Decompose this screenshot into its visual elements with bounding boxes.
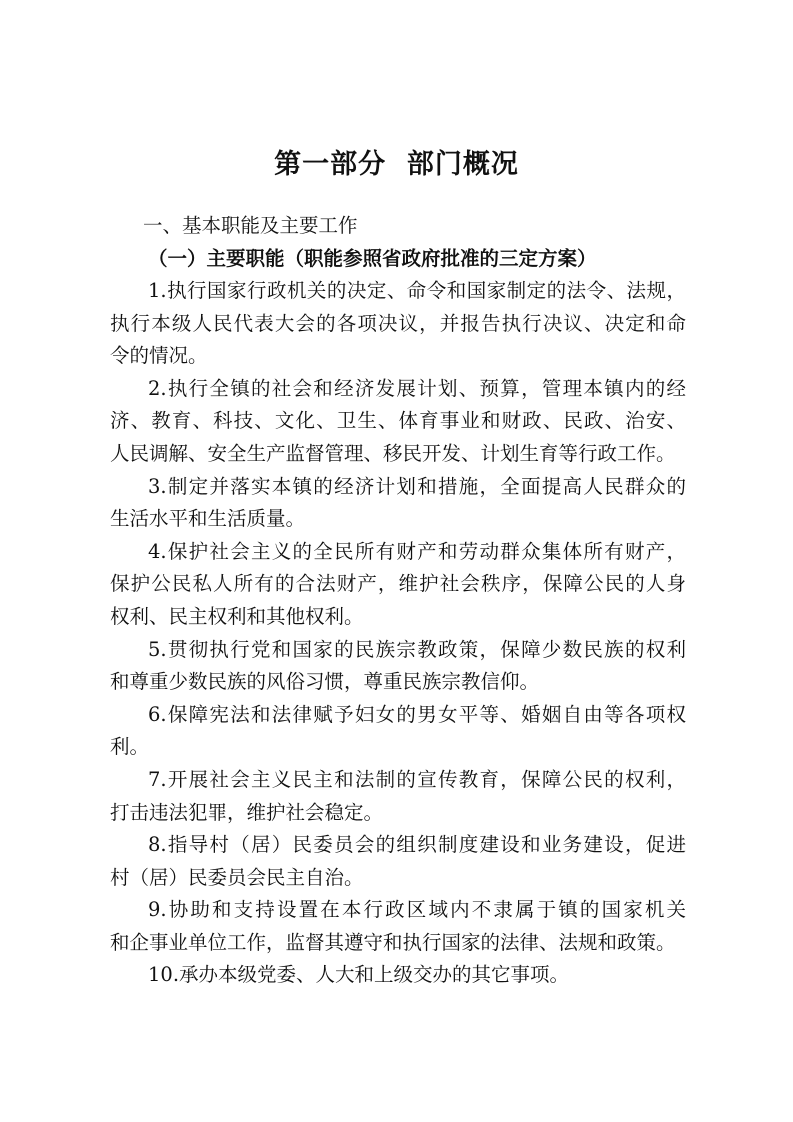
paragraph	[110, 829, 686, 894]
paragraph-line: 村（居）民委员会民主自治。	[110, 865, 364, 889]
paragraph-line: 令的情况。	[110, 344, 208, 368]
paragraph-line: 济、教育、科技、文化、卫生、体育事业和财政、民政、治安、	[110, 409, 686, 433]
paragraph-line: 1.执行国家行政机关的决定、命令和国家制定的法令、法规，	[148, 279, 686, 302]
paragraph	[110, 634, 686, 699]
paragraph-line: 保护公民私人所有的合法财产，维护社会秩序，保障公民的人身	[110, 572, 686, 596]
paragraph-line: 利。	[110, 735, 150, 759]
paragraph	[110, 275, 686, 373]
paragraph-line: 5.贯彻执行党和国家的民族宗教政策，保障少数民族的权利	[148, 637, 686, 661]
page-title: 第一部分 部门概况	[274, 149, 519, 180]
document-body	[110, 275, 686, 992]
paragraph	[110, 699, 686, 764]
paragraph	[110, 471, 686, 536]
paragraph-line: 打击违法犯罪，维护社会稳定。	[110, 800, 384, 824]
paragraph-line: 7.开展社会主义民主和法制的宣传教育，保障公民的权利，	[148, 767, 686, 791]
paragraph-line: 生活水平和生活质量。	[110, 507, 306, 531]
paragraph	[110, 373, 686, 471]
paragraph	[110, 764, 686, 829]
paragraph-line: 和企事业单位工作，监督其遵守和执行国家的法律、法规和政策。	[110, 930, 676, 954]
paragraph	[110, 536, 686, 634]
paragraph-line: 10.承办本级党委、人大和上级交办的其它事项。	[148, 963, 570, 987]
subsection-heading: （一）主要职能（职能参照省政府批准的三定方案）	[148, 247, 597, 270]
paragraph-line: 9.协助和支持设置在本行政区域内不隶属于镇的国家机关	[148, 898, 686, 922]
paragraph	[110, 959, 686, 992]
paragraph-line: 人民调解、安全生产监督管理、移民开发、计划生育等行政工作。	[110, 441, 676, 465]
paragraph-line: 权利、民主权利和其他权利。	[110, 604, 364, 628]
paragraph-line: 2.执行全镇的社会和经济发展计划、预算，管理本镇内的经	[148, 376, 686, 400]
paragraph-line: 3.制定并落实本镇的经济计划和措施，全面提高人民群众的	[148, 474, 686, 498]
paragraph-line: 6.保障宪法和法律赋予妇女的男女平等、婚姻自由等各项权	[148, 702, 686, 726]
section-heading: 一、基本职能及主要工作	[143, 214, 358, 237]
paragraph-line: 8.指导村（居）民委员会的组织制度建设和业务建设，促进	[148, 833, 686, 857]
paragraph	[110, 894, 686, 959]
paragraph-line: 和尊重少数民族的风俗习惯，尊重民族宗教信仰。	[110, 670, 540, 694]
paragraph-line: 4.保护社会主义的全民所有财产和劳动群众集体所有财产，	[148, 539, 686, 563]
paragraph-line: 执行本级人民代表大会的各项决议，并报告执行决议、决定和命	[110, 311, 686, 335]
